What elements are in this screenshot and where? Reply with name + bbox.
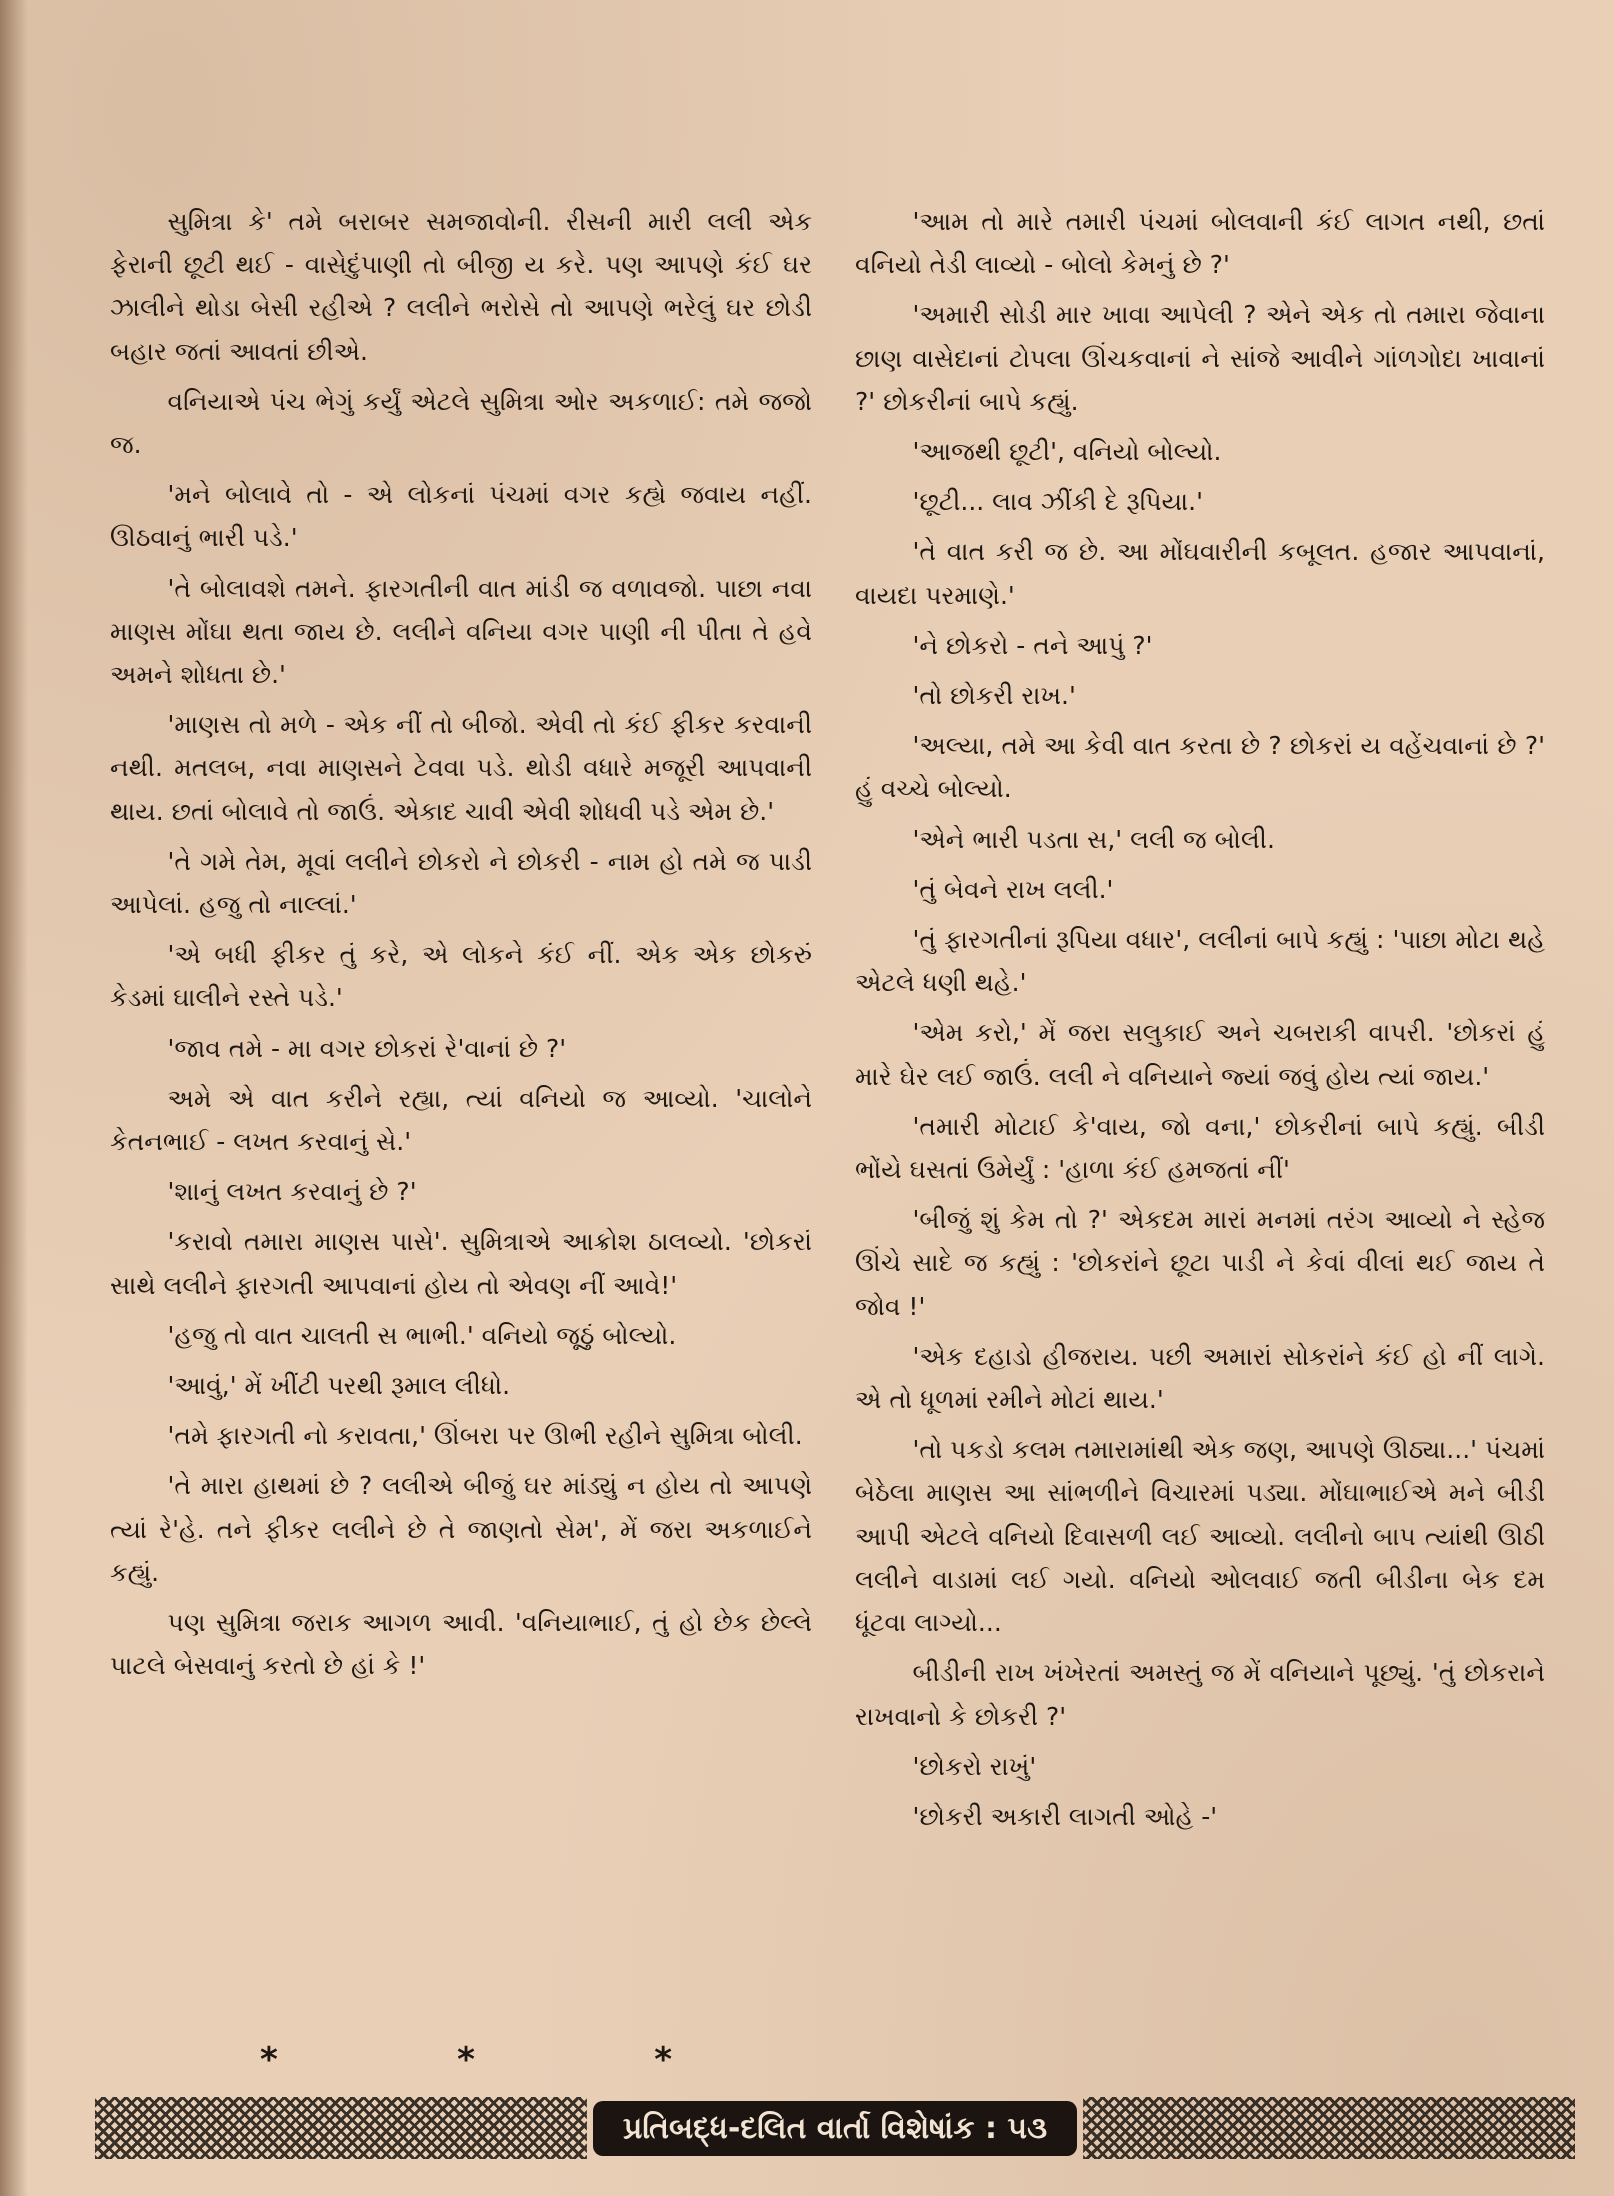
paragraph: સુમિત્રા કે' તમે બરાબર સમજાવોની. રીસની મારી લલી એક ફેરાની છૂટી થઈ - વાસેદુંપાણી તો બીજી ય કરે. પણ આપણે કંઈ ઘર ઝાલીને થોડા બેસી રહીએ ? લલીને ભરોસે તો આપણે ભરેલું ઘર છોડી બહાર જતાં આવતાં છીએ.: [110, 207, 812, 366]
paragraph: 'આજથી છૂટી', વનિયો બોલ્યો.: [912, 437, 1222, 467]
paragraph: 'તે વાત કરી જ છે. આ મોંઘવારીની કબૂલત. હજાર આપવાનાં, વાયદા પરમાણે.': [855, 537, 1545, 610]
paragraph: અમે એ વાત કરીને રહ્યા, ત્યાં વનિયો જ આવ્યો. 'ચાલોને કેતનભાઈ - લખત કરવાનું સે.': [110, 1083, 812, 1157]
paragraph: 'એ બધી ફીકર તું કરે, એ લોકને કંઈ નીં. એક એક છોકરું કેડમાં ઘાલીને રસ્તે પડે.': [110, 940, 812, 1013]
paragraph: 'અમારી સોડી માર ખાવા આપેલી ? એને એક તો તમારા જેવાના છાણ વાસેદાનાં ટોપલા ઊંચકવાનાં ને સાંજે આવીને ગાંળગોદા ખાવાનાં ?' છોકરીનાં બાપે કહ્યું.: [855, 300, 1545, 416]
paragraph: 'તું ફારગતીનાં રૂપિયા વધાર', લલીનાં બાપે કહ્યું : 'પાછા મોટા થહે એટલે ધણી થહે.': [855, 925, 1545, 998]
paragraph: 'આવું,' મેં ખીંટી પરથી રૂમાલ લીધો.: [167, 1371, 511, 1401]
paragraph: 'તમે ફારગતી નો કરાવતા,' ઊંબરા પર ઊભી રહીને સુમિત્રા બોલી.: [167, 1421, 803, 1451]
paragraph: 'છોકરી અકારી લાગતી ઓહે -': [912, 1801, 1218, 1831]
paragraph: 'ને છોકરો - તને આપું ?': [912, 630, 1153, 660]
paragraph: 'તો પકડો કલમ તમારામાંથી એક જણ, આપણે ઊઠ્યા...' પંચમાં બેઠેલા માણસ આ સાંભળીને વિચારમાં પડ્યા. મોંઘાભાઈએ મને બીડી આપી એટલે વનિયો દિવાસળી લઈ આવ્યો. લલીનો બાપ ત્યાંથી ઊઠી લલીને વાડામાં લઈ ગયો. વનિયો ઓલવાઈ જતી બીડીના બેક દમ ધૂંટવા લાગ્યો...: [855, 1435, 1545, 1638]
decorative-zigzag-pattern-right: [1083, 2097, 1575, 2159]
separator-asterisk: *: [457, 2040, 475, 2080]
page-footer-title: પ્રતિબદ્ધ-દલિત વાર્તા વિશેષાંક : ૫૩: [593, 2101, 1077, 2156]
paragraph: 'હજુ તો વાત ચાલતી સ ભાભી.' વનિયો જૂઠું બોલ્યો.: [167, 1320, 677, 1350]
paragraph: 'તે બોલાવશે તમને. ફારગતીની વાત માંડી જ વળાવજો. પાછા નવા માણસ મોંઘા થતા જાય છે. લલીને વનિયા વગર પાણી ની પીતા તે હવે અમને શોધતા છે.': [110, 573, 812, 690]
decorative-zigzag-pattern-left: [95, 2097, 587, 2159]
paragraph: 'શાનું લખત કરવાનું છે ?': [167, 1177, 417, 1207]
footer-band: [95, 2093, 1575, 2163]
paragraph: પણ સુમિત્રા જરાક આગળ આવી. 'વનિયાભાઈ, તું હો છેક છેલ્લે પાટલે બેસવાનું કરતો છે હાં કે !': [110, 1608, 812, 1681]
paragraph: 'છોકરો રાખું': [912, 1751, 1037, 1781]
paragraph: 'તું બેવને રાખ લલી.': [912, 874, 1114, 904]
separator-asterisk: *: [654, 2040, 672, 2080]
paragraph: વનિયાએ પંચ ભેગું કર્યું એટલે સુમિત્રા ઓર અકળાઈ: તમે જજો જ.: [110, 386, 812, 460]
paragraph: 'જાવ તમે - મા વગર છોકરાં રે'વાનાં છે ?': [167, 1033, 567, 1063]
paragraph: 'મને બોલાવે તો - એ લોકનાં પંચમાં વગર કહ્યે જવાય નહીં. ઊઠવાનું ભારી પડે.': [110, 480, 812, 553]
paragraph: 'તો છોકરી રાખ.': [912, 681, 1076, 711]
paragraph: 'એને ભારી પડતા સ,' લલી જ બોલી.: [912, 824, 1275, 854]
paragraph: 'આમ તો મારે તમારી પંચમાં બોલવાની કંઈ લાગત નથી, છતાં વનિયો તેડી લાવ્યો - બોલો કેમનું છે ?': [855, 207, 1545, 280]
paragraph: 'છૂટી... લાવ ઝીંકી દે રૂપિયા.': [912, 487, 1203, 517]
paragraph: 'બીજું શું કેમ તો ?' એકદમ મારાં મનમાં તરંગ આવ્યો ને સ્હેજ ઊંચે સાદે જ કહ્યું : 'છોકરાંને છૂટા પાડી ને કેવાં વીલાં થઈ જાય તે જોવ !': [855, 1205, 1545, 1321]
paragraph: 'એમ કરો,' મેં જરા સલુકાઈ અને ચબરાકી વાપરી. 'છોકરાં હું મારે ઘેર લઈ જાઉં. લલી ને વનિયાને જ્યાં જવું હોય ત્યાં જાય.': [855, 1018, 1545, 1091]
paragraph: 'કરાવો તમારા માણસ પાસે'. સુમિત્રાએ આક્રોશ ઠાલવ્યો. 'છોકરાં સાથે લલીને ફારગતી આપવાનાં હોય તો એવણ નીં આવે!': [110, 1227, 812, 1300]
paragraph: 'એક દહાડો હીજરાય. પછી અમારાં સોકરાંને કંઈ હો નીં લાગે. એ તો ધૂળમાં રમીને મોટાં થાય.': [855, 1341, 1545, 1415]
paragraph: 'અલ્યા, તમે આ કેવી વાત કરતા છે ? છોકરાં ય વહેંચવાનાં છે ?' હું વચ્ચે બોલ્યો.: [855, 731, 1545, 804]
right-text-column: [855, 200, 1545, 1845]
paragraph: 'તમારી મોટાઈ કે'વાય, જો વના,' છોકરીનાં બાપે કહ્યું. બીડી ભોંયે ઘસતાં ઉમેર્યું : 'હાળા કંઈ હમજતાં નીં': [855, 1111, 1545, 1185]
paragraph: બીડીની રાખ ખંખેરતાં અમસ્તું જ મેં વનિયાને પૂછ્યું. 'તું છોકરાને રાખવાનો કે છોકરી ?': [855, 1658, 1545, 1731]
paragraph: 'તે ગમે તેમ, મૂવાં લલીને છોકરો ને છોકરી - નામ હો તમે જ પાડી આપેલાં. હજુ તો નાલ્લાં.': [110, 846, 812, 920]
paragraph: 'તે મારા હાથમાં છે ? લલીએ બીજું ઘર માંડ્યું ન હોય તો આપણે ત્યાં રે'હે. તને ફીકર લલીને છે તે જાણતો સેમ', મેં જરા અકળાઈને કહ્યું.: [110, 1471, 812, 1587]
page-edge-shadow: [0, 0, 28, 2196]
section-separator: [110, 2040, 812, 2080]
left-text-column: [110, 200, 812, 1695]
separator-asterisk: *: [260, 2040, 278, 2080]
paragraph: 'માણસ તો મળે - એક નીં તો બીજો. એવી તો કંઈ ફીકર કરવાની નથી. મતલબ, નવા માણસને ટેવવા પડે. થોડી વધારે મજૂરી આપવાની થાય. છતાં બોલાવે તો જાઉં. એકાદ ચાવી એવી શોધવી પડે એમ છે.': [110, 710, 812, 826]
